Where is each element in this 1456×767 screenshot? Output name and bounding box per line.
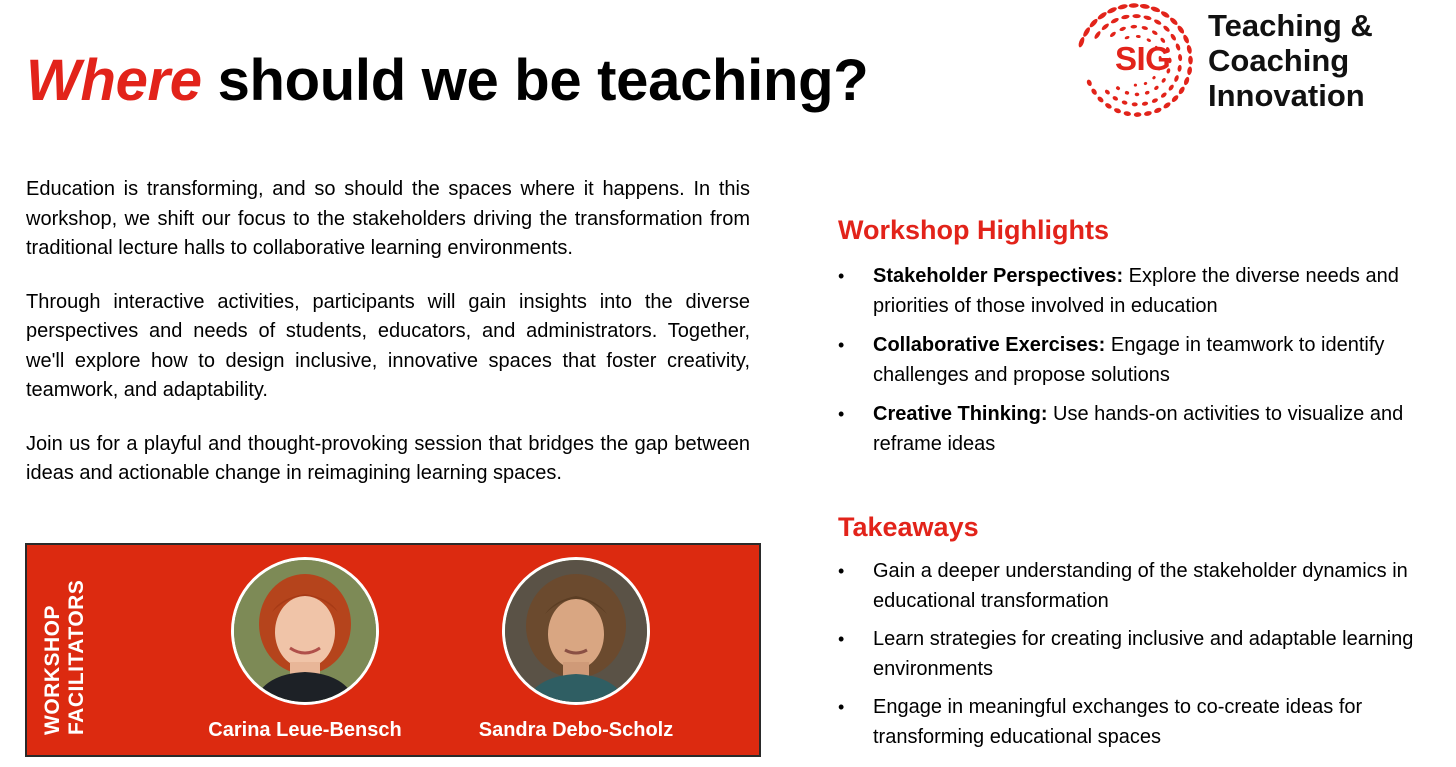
swirl-dash [1186, 44, 1193, 54]
swirl-dash [1132, 102, 1138, 106]
portrait-sandra-icon [505, 560, 647, 702]
workshop-highlights [838, 214, 1438, 469]
facilitator-name: Sandra Debo-Scholz [478, 719, 674, 741]
swirl-dash [1093, 30, 1101, 40]
swirl-dash [1177, 65, 1182, 72]
swirl-dash [1143, 81, 1147, 85]
swirl-dash [1097, 11, 1108, 21]
swirl-dash [1143, 15, 1152, 21]
logo-line-1: Teaching & [1208, 8, 1373, 43]
title-rest: should we be teaching? [201, 48, 869, 113]
swirl-dash [1140, 3, 1151, 9]
facilitator-name: Carina Leue-Bensch [208, 719, 402, 741]
highlight-label: Creative Thinking: [873, 403, 1048, 425]
swirl-dash [1124, 90, 1129, 95]
highlight-text: Engage in teamwork to identify challenges and propose solutions [873, 334, 1385, 386]
swirl-dash [1104, 89, 1111, 96]
swirl-dash [1096, 95, 1104, 103]
highlight-label: Stakeholder Perspectives: [873, 265, 1124, 287]
facilitators-heading [41, 580, 89, 735]
swirl-dash [1170, 33, 1178, 42]
facilitators-heading-line-2: FACILITATORS [65, 579, 88, 735]
takeaways-heading: Takeaways [838, 512, 979, 542]
swirl-dash [1153, 18, 1162, 25]
swirl-dash [1109, 31, 1117, 38]
swirl-dash [1112, 95, 1119, 101]
swirl-dash [1088, 18, 1099, 29]
swirl-dash [1110, 17, 1119, 24]
intro-paragraph-2: Through interactive activities, participants will gain insights into the diverse perspectives and needs of students, educators, and administrators. Together, we'll explore how to design inclusive, innovative spaces that foster creativity, teamwork, and adaptability. [26, 290, 750, 401]
swirl-dash [1113, 107, 1121, 114]
swirl-dash [1151, 97, 1159, 103]
list-item: • Gain a deeper understanding of the stakeholder dynamics in educational transformation [838, 557, 1438, 616]
page-title [26, 48, 869, 113]
swirl-dash [1134, 84, 1137, 87]
swirl-dash [1187, 66, 1193, 75]
highlights-heading: Workshop Highlights [838, 215, 1109, 245]
facilitators-heading-line-1: WORKSHOP [41, 605, 64, 735]
avatar [502, 557, 650, 705]
swirl-dash [1121, 14, 1130, 20]
logo-line-2: Coaching [1208, 43, 1350, 78]
swirl-dash [1115, 86, 1121, 91]
swirl-dash [1101, 22, 1110, 31]
swirl-dash [1162, 101, 1171, 109]
facilitator-sandra [456, 557, 696, 742]
facilitators-box [25, 543, 761, 757]
list-item: • Learn strategies for creating inclusive and adaptable learning environments [838, 625, 1438, 684]
swirl-dash [1175, 43, 1181, 51]
highlights-list [838, 262, 1438, 459]
swirl-dash [1104, 102, 1113, 110]
logo-wordmark [1208, 8, 1373, 113]
swirl-dash [1119, 26, 1127, 32]
swirl-dash [1142, 101, 1149, 106]
portrait-carina-icon [234, 560, 376, 702]
swirl-dash [1173, 75, 1179, 83]
swirl-dash [1144, 90, 1150, 95]
intro-paragraph-3: Join us for a playful and thought-provoking session that bridges the gap between ideas and actionable change in reimagining learning spaces. [26, 432, 750, 484]
swirl-dash [1123, 111, 1131, 117]
swirl-dash [1153, 107, 1162, 114]
swirl-dash [1161, 77, 1167, 83]
swirl-dash [1130, 25, 1137, 29]
list-item [838, 400, 1438, 459]
intro-paragraph-1: Education is transforming, and so should the spaces where it happens. In this workshop, we shift our focus to the stakeholders driving the transformation from traditional lecture halls to collaborative learning environments. [26, 178, 750, 259]
swirl-dash [1160, 10, 1171, 19]
logo-line-3: Innovation [1208, 78, 1365, 113]
facilitator-carina [185, 557, 425, 742]
highlight-text: Use hands-on activities to visualize and reframe ideas [873, 403, 1404, 455]
swirl-dash [1144, 110, 1153, 116]
swirl-dash [1132, 14, 1140, 18]
takeaways [838, 511, 1438, 761]
swirl-dash [1182, 34, 1190, 44]
swirl-dash [1134, 112, 1142, 117]
swirl-dash [1135, 93, 1140, 97]
swirl-dash [1086, 79, 1093, 87]
swirl-dash [1090, 88, 1098, 96]
swirl-dash [1151, 30, 1158, 36]
logo-mark: SIG [1115, 40, 1171, 77]
highlight-label: Collaborative Exercises: [873, 334, 1106, 356]
sig-logo [1068, 0, 1448, 128]
swirl-dash [1160, 91, 1168, 98]
swirl-dash [1106, 6, 1117, 15]
swirl-dash [1117, 3, 1128, 10]
swirl-dash [1082, 26, 1092, 38]
swirl-dash [1171, 94, 1180, 103]
swirl-dash [1178, 54, 1183, 62]
swirl-dash [1162, 25, 1170, 33]
swirl-dash [1136, 35, 1141, 38]
swirl-dash [1150, 6, 1161, 14]
highlight-text: Explore the diverse needs and priorities of those involved in education [873, 265, 1399, 317]
swirl-dash [1178, 86, 1186, 96]
list-item [838, 331, 1438, 390]
swirl-dash [1121, 100, 1128, 105]
title-accent: Where [26, 48, 202, 113]
swirl-dash [1176, 25, 1185, 35]
swirl-dash [1129, 3, 1139, 8]
avatar [231, 557, 379, 705]
takeaways-list [838, 557, 1438, 752]
swirl-dash [1141, 25, 1148, 30]
swirl-dash [1188, 56, 1193, 65]
list-item [838, 262, 1438, 321]
list-item: • Engage in meaningful exchanges to co-create ideas for transforming educational spaces [838, 693, 1438, 752]
swirl-dash [1153, 85, 1159, 91]
swirl-dash [1169, 16, 1179, 26]
swirl-dash [1183, 76, 1190, 86]
intro-text [26, 175, 750, 513]
swirl-dash [1077, 36, 1085, 48]
swirl-dash [1168, 84, 1175, 92]
